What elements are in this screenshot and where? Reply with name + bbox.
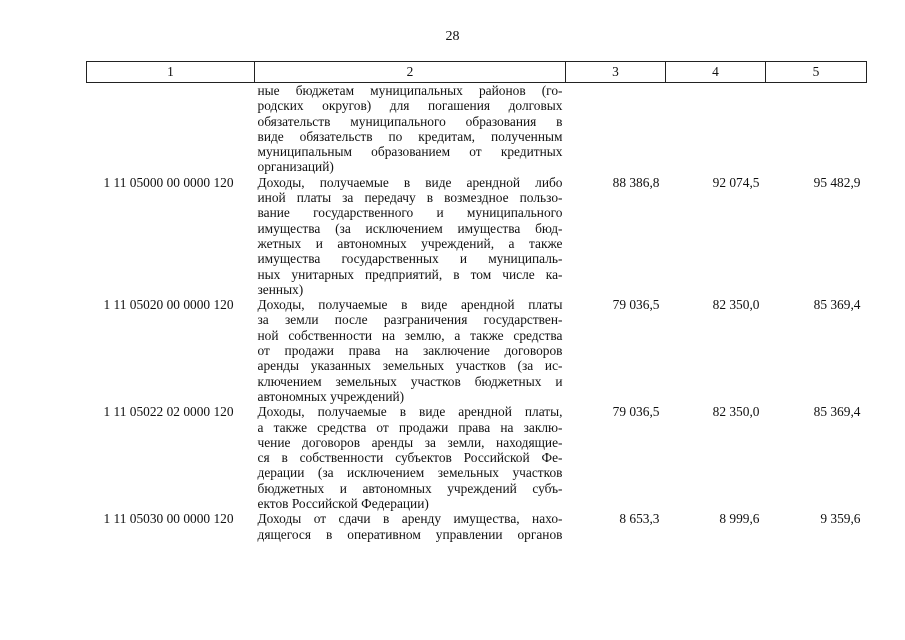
description-line: родских округов) для погашения долговых — [257, 98, 563, 114]
budget-code: 1 11 05030 00 0000 120 — [103, 511, 234, 527]
description-line: Доходы, получаемые в виде арендной либо — [257, 174, 563, 190]
amount-col4: 92 074,5 — [712, 174, 760, 190]
description-line: иной платы за передачу в возмездное пользо- — [257, 190, 563, 206]
description-line: от продажи права на заключение договоров — [257, 343, 563, 359]
column-header-2: 2 — [255, 62, 566, 83]
description-line: жетных и автономных учреждений, а также — [257, 235, 563, 251]
table-row — [87, 175, 867, 297]
description-line: муниципальным образованием от кредитных — [257, 144, 563, 160]
description-line: аренды указанных земельных участков (за ис- — [257, 358, 563, 374]
amount-col4 — [666, 83, 766, 175]
description-line: ключением земельных участков бюджетных и — [257, 373, 563, 389]
description-line: бюджетных и автономных учреждений субъ- — [257, 480, 563, 496]
description-line: ные бюджетам муниципальных районов (го- — [257, 83, 563, 98]
description-line: Доходы, получаемые в виде арендной платы, — [257, 404, 563, 420]
amount-col4: 8 999,6 — [719, 511, 760, 527]
revenue-description — [255, 297, 566, 404]
amount-col5: 85 369,4 — [813, 404, 861, 420]
page-number: 28 — [445, 29, 460, 44]
description-line: имущества (за исключением имущества бюд- — [257, 220, 563, 236]
column-header-3: 3 — [566, 62, 666, 83]
description-line: за земли после разграничения государствен- — [257, 312, 563, 328]
description-line: Доходы от сдачи в аренду имущества, нахо- — [257, 511, 563, 527]
revenue-description — [255, 83, 566, 175]
revenue-description — [255, 404, 566, 511]
table-header-row — [87, 62, 867, 83]
description-line: виде обязательств по кредитам, полученным — [257, 128, 563, 144]
amount-col3: 88 386,8 — [612, 174, 660, 190]
column-header-1: 1 — [87, 62, 255, 83]
table-row — [87, 404, 867, 511]
budget-revenue-table — [86, 61, 867, 542]
amount-col4: 82 350,0 — [712, 404, 760, 420]
description-line: дящегося в оперативном управлении органов — [257, 526, 563, 542]
description-line: Доходы, получаемые в виде арендной платы — [257, 297, 563, 313]
amount-col3: 8 653,3 — [619, 511, 660, 527]
description-line: имущества государственных и муниципаль- — [257, 251, 563, 267]
description-line: ся в собственности субъектов Российской Фе- — [257, 450, 563, 466]
description-line: ной собственности на землю, а также средства — [257, 327, 563, 343]
amount-col5 — [766, 83, 867, 175]
description-line: автономных учреждений) — [257, 388, 405, 404]
table-row — [87, 297, 867, 404]
amount-col5: 85 369,4 — [813, 297, 861, 313]
revenue-description — [255, 175, 566, 297]
column-header-4: 4 — [666, 62, 766, 83]
description-line: дерации (за исключением земельных участков — [257, 465, 563, 481]
budget-code: 1 11 05000 00 0000 120 — [103, 174, 234, 190]
amount-col3: 79 036,5 — [612, 297, 660, 313]
description-line: вание государственного и муниципального — [257, 205, 563, 221]
amount-col3 — [566, 83, 666, 175]
budget-code: 1 11 05020 00 0000 120 — [103, 297, 234, 313]
amount-col3: 79 036,5 — [612, 404, 660, 420]
description-line: ных унитарных предприятий, в том числе ка- — [257, 266, 563, 282]
description-line: зенных) — [257, 281, 304, 297]
description-line: ектов Российской Федерации) — [257, 496, 429, 512]
amount-col4: 82 350,0 — [712, 297, 760, 313]
description-line: чение договоров аренды за земли, находящие- — [257, 434, 563, 450]
description-line: организаций) — [257, 159, 334, 175]
description-line: обязательств муниципального образования в — [257, 113, 563, 129]
table-row — [87, 511, 867, 542]
amount-col5: 95 482,9 — [813, 174, 861, 190]
description-line: а также средства от продажи права на заклю- — [257, 419, 563, 435]
budget-code — [87, 83, 255, 175]
table-row — [87, 83, 867, 175]
revenue-description — [255, 511, 566, 542]
amount-col5: 9 359,6 — [820, 511, 861, 527]
column-header-5: 5 — [766, 62, 867, 83]
budget-code: 1 11 05022 02 0000 120 — [103, 404, 234, 420]
